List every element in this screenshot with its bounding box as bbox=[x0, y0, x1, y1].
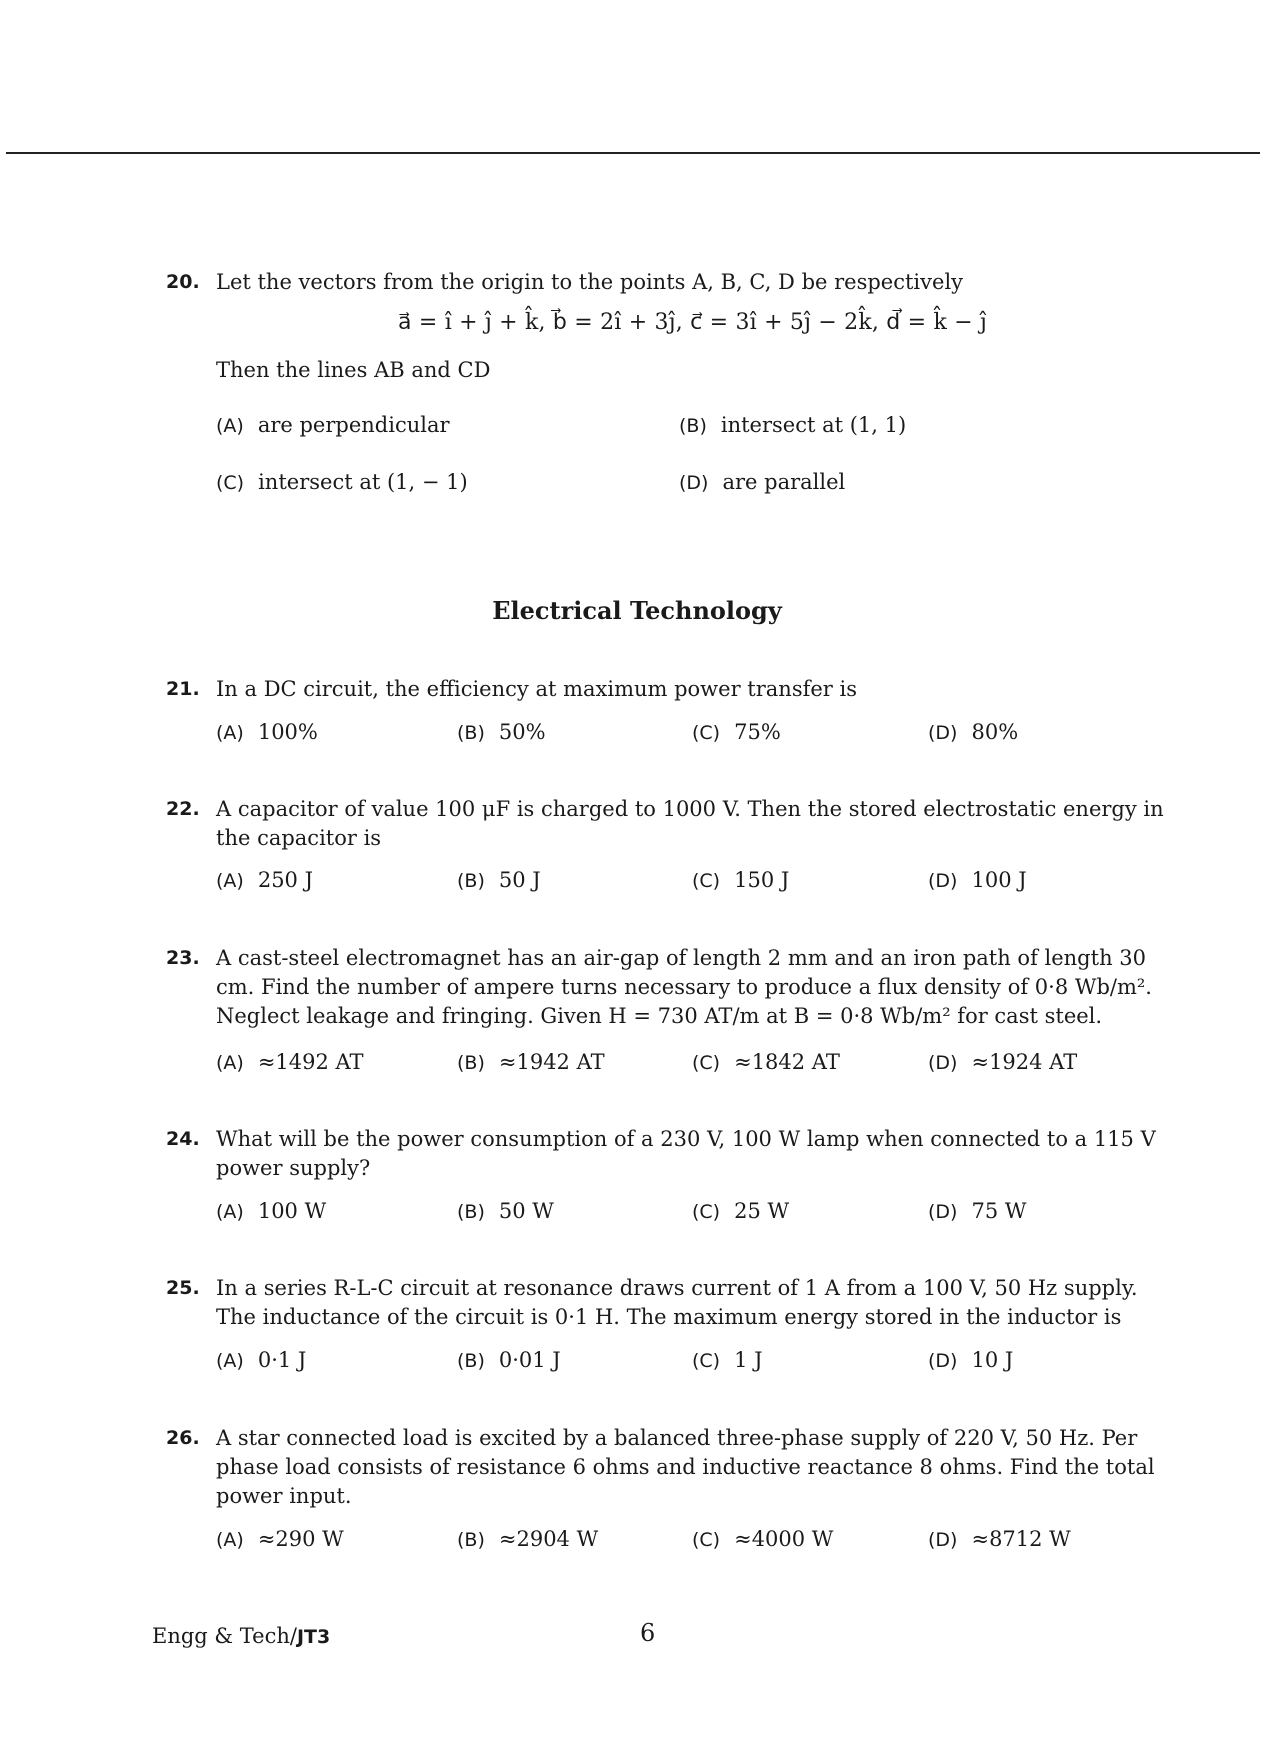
options-row bbox=[216, 413, 1156, 443]
question-number: 21. bbox=[166, 678, 200, 700]
question-21 bbox=[166, 675, 1166, 704]
question-23 bbox=[166, 944, 1166, 1031]
option-d[interactable]: (D) ≈8712 W bbox=[928, 1527, 1071, 1551]
question-20-continuation bbox=[166, 356, 1166, 385]
question-number: 20. bbox=[166, 271, 200, 293]
question-number: 24. bbox=[166, 1128, 200, 1150]
options-row bbox=[216, 1348, 1156, 1378]
option-a[interactable]: (A) ≈290 W bbox=[216, 1527, 344, 1551]
options-row bbox=[216, 1050, 1156, 1080]
options-row bbox=[216, 470, 1156, 500]
option-c[interactable]: (C) 150 J bbox=[692, 868, 790, 892]
option-d[interactable]: (D) 75 W bbox=[928, 1199, 1027, 1223]
option-a[interactable]: (A) are perpendicular bbox=[216, 413, 450, 437]
option-c[interactable]: (C) intersect at (1, − 1) bbox=[216, 470, 468, 494]
option-c[interactable]: (C) ≈4000 W bbox=[692, 1527, 834, 1551]
vector-equation: a⃗ = î + ĵ + k̂, b⃗ = 2î + 3ĵ, c⃗ = 3î + 5ĵ − 2k̂, d⃗ = k̂ − ĵ bbox=[398, 310, 988, 335]
option-c[interactable]: (C) 25 W bbox=[692, 1199, 790, 1223]
question-text: A cast-steel electromagnet has an air-gap of length 2 mm and an iron path of length 30 cm. Find the number of ampere turns necessary to produce a flux density of 0·8 Wb/m². Neglect leakage and fringing. Given H = 730 AT/m at B = 0·8 Wb/m² for cast steel. bbox=[216, 946, 1152, 1028]
options-row bbox=[216, 1199, 1156, 1229]
options-row bbox=[216, 868, 1156, 898]
top-rule bbox=[6, 152, 1260, 154]
option-a[interactable]: (A) 250 J bbox=[216, 868, 314, 892]
question-text: What will be the power consumption of a 230 V, 100 W lamp when connected to a 115 V power supply? bbox=[216, 1127, 1156, 1180]
footer-code: Engg & Tech/JT3 bbox=[152, 1624, 331, 1648]
option-d[interactable]: (D) 100 J bbox=[928, 868, 1027, 892]
option-b[interactable]: (B) 50% bbox=[457, 720, 546, 744]
option-b[interactable]: (B) 0·01 J bbox=[457, 1348, 561, 1372]
section-title: Electrical Technology bbox=[492, 596, 782, 625]
option-b[interactable]: (B) intersect at (1, 1) bbox=[679, 413, 907, 437]
option-c[interactable]: (C) 1 J bbox=[692, 1348, 763, 1372]
option-c[interactable]: (C) ≈1842 AT bbox=[692, 1050, 840, 1074]
option-b[interactable]: (B) 50 W bbox=[457, 1199, 554, 1223]
question-25 bbox=[166, 1274, 1166, 1332]
options-row bbox=[216, 720, 1156, 750]
question-text: In a series R-L-C circuit at resonance draws current of 1 A from a 100 V, 50 Hz supply. The inductance of the circuit is 0·1 H. The maximum energy stored in the inductor is bbox=[216, 1276, 1138, 1329]
option-d[interactable]: (D) are parallel bbox=[679, 470, 846, 494]
question-text: A capacitor of value 100 μF is charged to 1000 V. Then the stored electrostatic energy in the capacitor is bbox=[216, 797, 1164, 850]
question-text: Then the lines AB and CD bbox=[216, 358, 491, 382]
question-22 bbox=[166, 795, 1166, 853]
option-b[interactable]: (B) ≈1942 AT bbox=[457, 1050, 605, 1074]
option-a[interactable]: (A) 0·1 J bbox=[216, 1348, 307, 1372]
question-24 bbox=[166, 1125, 1166, 1183]
option-a[interactable]: (A) 100% bbox=[216, 720, 318, 744]
option-d[interactable]: (D) ≈1924 AT bbox=[928, 1050, 1078, 1074]
option-a[interactable]: (A) ≈1492 AT bbox=[216, 1050, 364, 1074]
option-c[interactable]: (C) 75% bbox=[692, 720, 781, 744]
question-number: 26. bbox=[166, 1427, 200, 1449]
question-text: Let the vectors from the origin to the points A, B, C, D be respectively bbox=[216, 270, 964, 294]
options-row bbox=[216, 1527, 1156, 1557]
option-d[interactable]: (D) 10 J bbox=[928, 1348, 1014, 1372]
question-number: 23. bbox=[166, 947, 200, 969]
question-text: In a DC circuit, the efficiency at maximum power transfer is bbox=[216, 677, 858, 701]
option-a[interactable]: (A) 100 W bbox=[216, 1199, 327, 1223]
question-26 bbox=[166, 1424, 1166, 1511]
page-number: 6 bbox=[640, 1619, 656, 1647]
option-b[interactable]: (B) 50 J bbox=[457, 868, 541, 892]
question-20 bbox=[166, 268, 1166, 297]
option-d[interactable]: (D) 80% bbox=[928, 720, 1019, 744]
option-b[interactable]: (B) ≈2904 W bbox=[457, 1527, 599, 1551]
question-number: 22. bbox=[166, 798, 200, 820]
question-text: A star connected load is excited by a balanced three-phase supply of 220 V, 50 Hz. Per phase load consists of resistance 6 ohms and inductive reactance 8 ohms. Find the total power input. bbox=[216, 1426, 1155, 1508]
question-number: 25. bbox=[166, 1277, 200, 1299]
